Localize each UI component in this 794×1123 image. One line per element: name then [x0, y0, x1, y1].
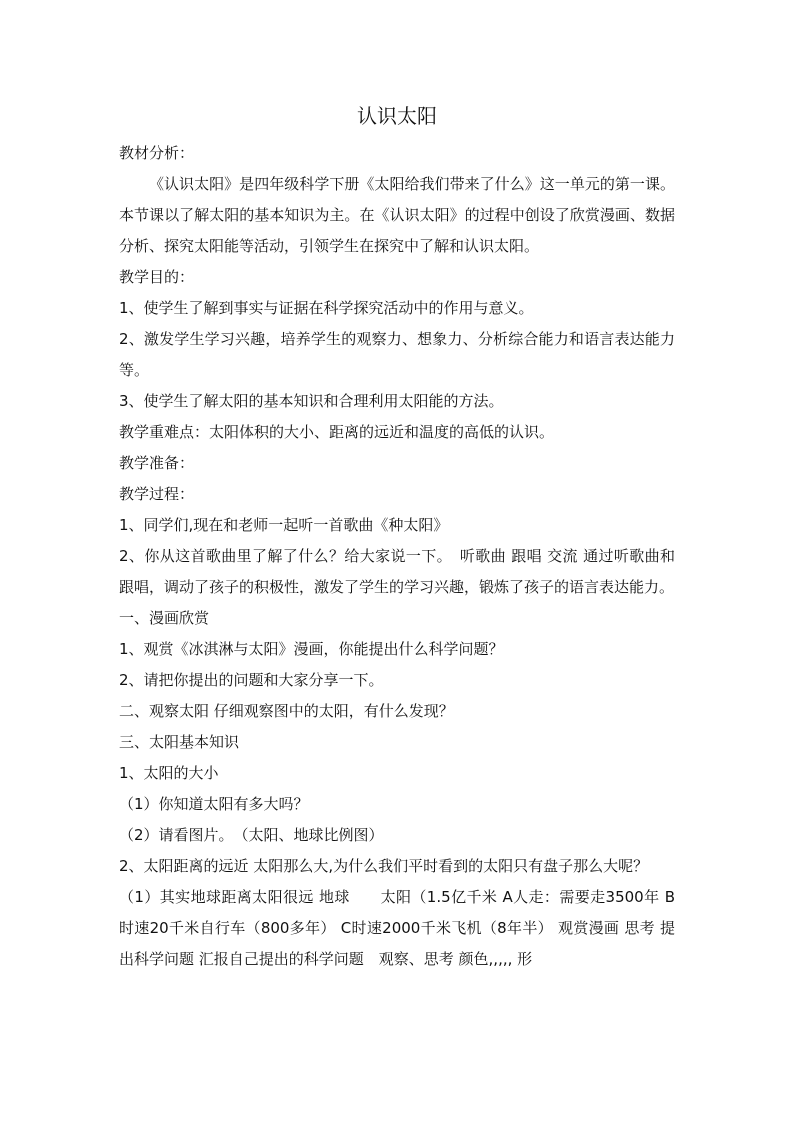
paragraph: 1、使学生了解到事实与证据在科学探究活动中的作用与意义。 [119, 299, 534, 317]
document-body [119, 138, 675, 975]
paragraph: 三、太阳基本知识 [119, 733, 240, 751]
paragraph: 教学准备： [119, 454, 195, 472]
paragraph: （2）请看图片。 （太阳、地球比例图） [119, 826, 384, 844]
paragraph: 3、使学生了解太阳的基本知识和合理利用太阳能的方法。 [119, 392, 504, 410]
paragraph: 教学过程： [119, 485, 195, 503]
paragraph: （1）其实地球距离太阳很远 地球 太阳（1.5亿千米 A人走：需要走3500年 B时速20千米自行车（800多年） C时速2000千米飞机（8年半） 观赏漫画 思考 提出科学问题 汇报自己提出的科学问题 观察、思考 颜色,,,,, 形 [119, 888, 675, 968]
paragraph: 2、你从这首歌曲里了解了什么？给大家说一下。 听歌曲 跟唱 交流 通过听歌曲和跟唱，调动了孩子的积极性，激发了学生的学习兴趣，锻炼了孩子的语言表达能力。 [119, 547, 675, 596]
paragraph: 1、观赏《冰淇淋与太阳》漫画，你能提出什么科学问题？ [119, 640, 504, 658]
paragraph: 2、激发学生学习兴趣，培养学生的观察力、想象力、分析综合能力和语言表达能力等。 [119, 330, 675, 379]
paragraph: （1）你知道太阳有多大吗？ [119, 795, 309, 813]
document-title: 认识太阳 [357, 104, 437, 128]
paragraph: 二、观察太阳 仔细观察图中的太阳，有什么发现？ [119, 702, 454, 720]
paragraph: 2、太阳距离的远近 太阳那么大,为什么我们平时看到的太阳只有盘子那么大呢？ [119, 857, 649, 875]
paragraph: 教学重难点：太阳体积的大小、距离的远近和温度的高低的认识。 [119, 423, 555, 441]
paragraph: 《认识太阳》是四年级科学下册《太阳给我们带来了什么》这一单元的第一课。本节课以了解太阳的基本知识为主。在《认识太阳》的过程中创设了欣赏漫画、数据分析、探究太阳能等活动，引领学生在探究中了解和认识太阳。 [119, 175, 675, 255]
paragraph: 教材分析： [119, 144, 195, 162]
paragraph: 一、漫画欣赏 [119, 609, 210, 627]
paragraph: 1、太阳的大小 [119, 764, 219, 782]
paragraph: 2、请把你提出的问题和大家分享一下。 [119, 671, 384, 689]
paragraph: 教学目的： [119, 268, 195, 286]
paragraph: 1、同学们,现在和老师一起听一首歌曲《种太阳》 [119, 516, 449, 534]
